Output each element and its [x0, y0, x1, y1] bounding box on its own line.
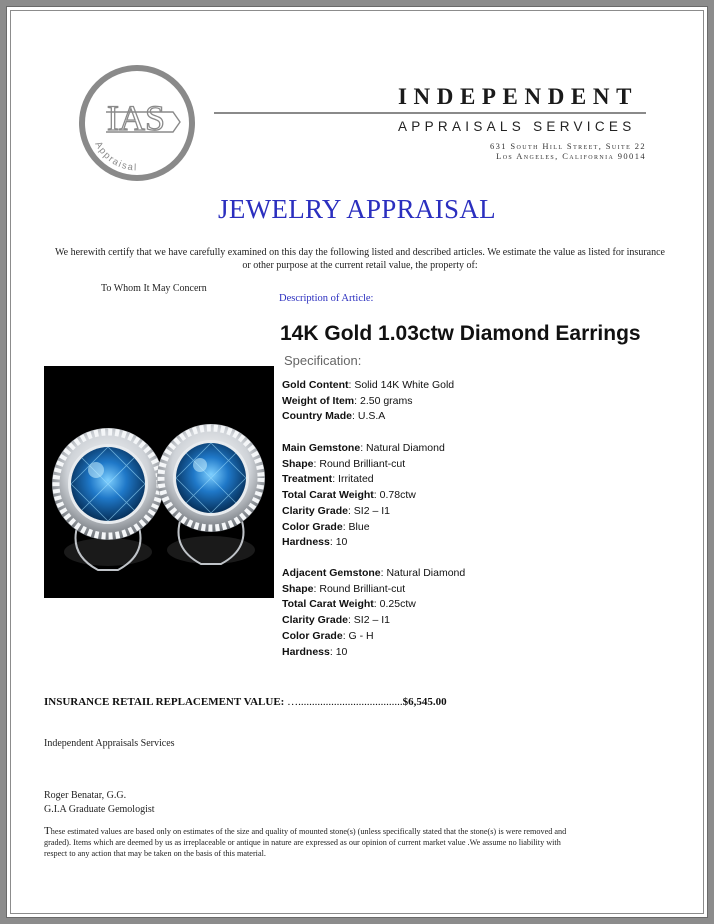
spec-main-shape: Shape: Round Brilliant-cut: [282, 457, 406, 470]
spec-weight: Weight of Item: 2.50 grams: [282, 394, 413, 407]
certification-text: We herewith certify that we have carefully examined on this day the following listed and described articles. We estimate the value as listed for insurance or other purpose at the current retail value, the property of:: [55, 247, 665, 271]
spec-adjacent-hardness: Hardness: 10: [282, 645, 348, 658]
description-label: Description of Article:: [279, 293, 374, 304]
ias-logo: [78, 64, 196, 182]
disclaimer: [44, 826, 584, 859]
spec-main-clarity: Clarity Grade: SI2 – I1: [282, 504, 390, 517]
spec-main-gemstone: Main Gemstone: Natural Diamond: [282, 442, 445, 454]
specification-label: Specification:: [284, 353, 362, 368]
spec-group-metal: [282, 378, 454, 425]
owner-name: To Whom It May Concern: [101, 283, 207, 294]
spec-adjacent-shape: Shape: Round Brilliant-cut: [282, 582, 406, 595]
appraiser-name: Roger Benatar, G.G.: [44, 790, 127, 801]
company-name: INDEPENDENT: [398, 84, 639, 109]
spec-main-carat: Total Carat Weight: 0.78ctw: [282, 489, 416, 502]
company-address-line2: Los Angeles, California 90014: [496, 151, 646, 161]
appraiser-title: G.I.A Graduate Gemologist: [44, 804, 155, 815]
spec-adjacent-carat: Total Carat Weight: 0.25ctw: [282, 598, 416, 611]
item-title: 14K Gold 1.03ctw Diamond Earrings: [280, 322, 641, 345]
earrings-photo: [44, 366, 274, 598]
spec-gold-content: Gold Content: Solid 14K White Gold: [282, 379, 455, 391]
header-rule: [214, 112, 646, 114]
spec-group-adjacent-gemstone: [282, 566, 465, 660]
spec-group-main-gemstone: [282, 441, 445, 551]
spec-main-hardness: Hardness: 10: [282, 536, 348, 549]
disclaimer-first-letter: T: [44, 825, 51, 837]
earring-left: [52, 428, 164, 570]
company-address-line1: 631 South Hill Street, Suite 22: [489, 141, 646, 151]
spec-main-treatment: Treatment: Irritated: [282, 473, 374, 486]
insurance-value-label: INSURANCE RETAIL REPLACEMENT VALUE:: [44, 696, 285, 708]
disclaimer-text: hese estimated values are based only on estimates of the size and quality of mounted stone(s) (unless specifically stated that the stone(s) is were removed and graded). Items which are deemed by us as irreplaceable or antique in nature are expressed as our opinion of current market value .We assume no liability with respect to any action that may be taken on the basis of this material.: [44, 827, 567, 858]
signature-company: Independent Appraisals Services: [44, 738, 175, 749]
document-title: JEWELRY APPRAISAL: [218, 194, 496, 224]
spec-country: Country Made: U.S.A: [282, 410, 386, 423]
insurance-value-amount: $6,545.00: [402, 696, 447, 708]
spec-adjacent-color: Color Grade: G - H: [282, 629, 374, 642]
spec-adjacent-gemstone: Adjacent Gemstone: Natural Diamond: [282, 567, 466, 579]
earring-right: [157, 424, 265, 564]
insurance-value-line: [44, 696, 447, 708]
company-subtitle: APPRAISALS SERVICES: [398, 119, 636, 134]
spec-adjacent-clarity: Clarity Grade: SI2 – I1: [282, 614, 390, 627]
logo-monogram: IAS: [106, 98, 166, 138]
spec-main-color: Color Grade: Blue: [282, 520, 370, 533]
insurance-value-dots: …......................................: [287, 696, 403, 708]
logo-ring-text: Appraisal: [92, 139, 138, 174]
